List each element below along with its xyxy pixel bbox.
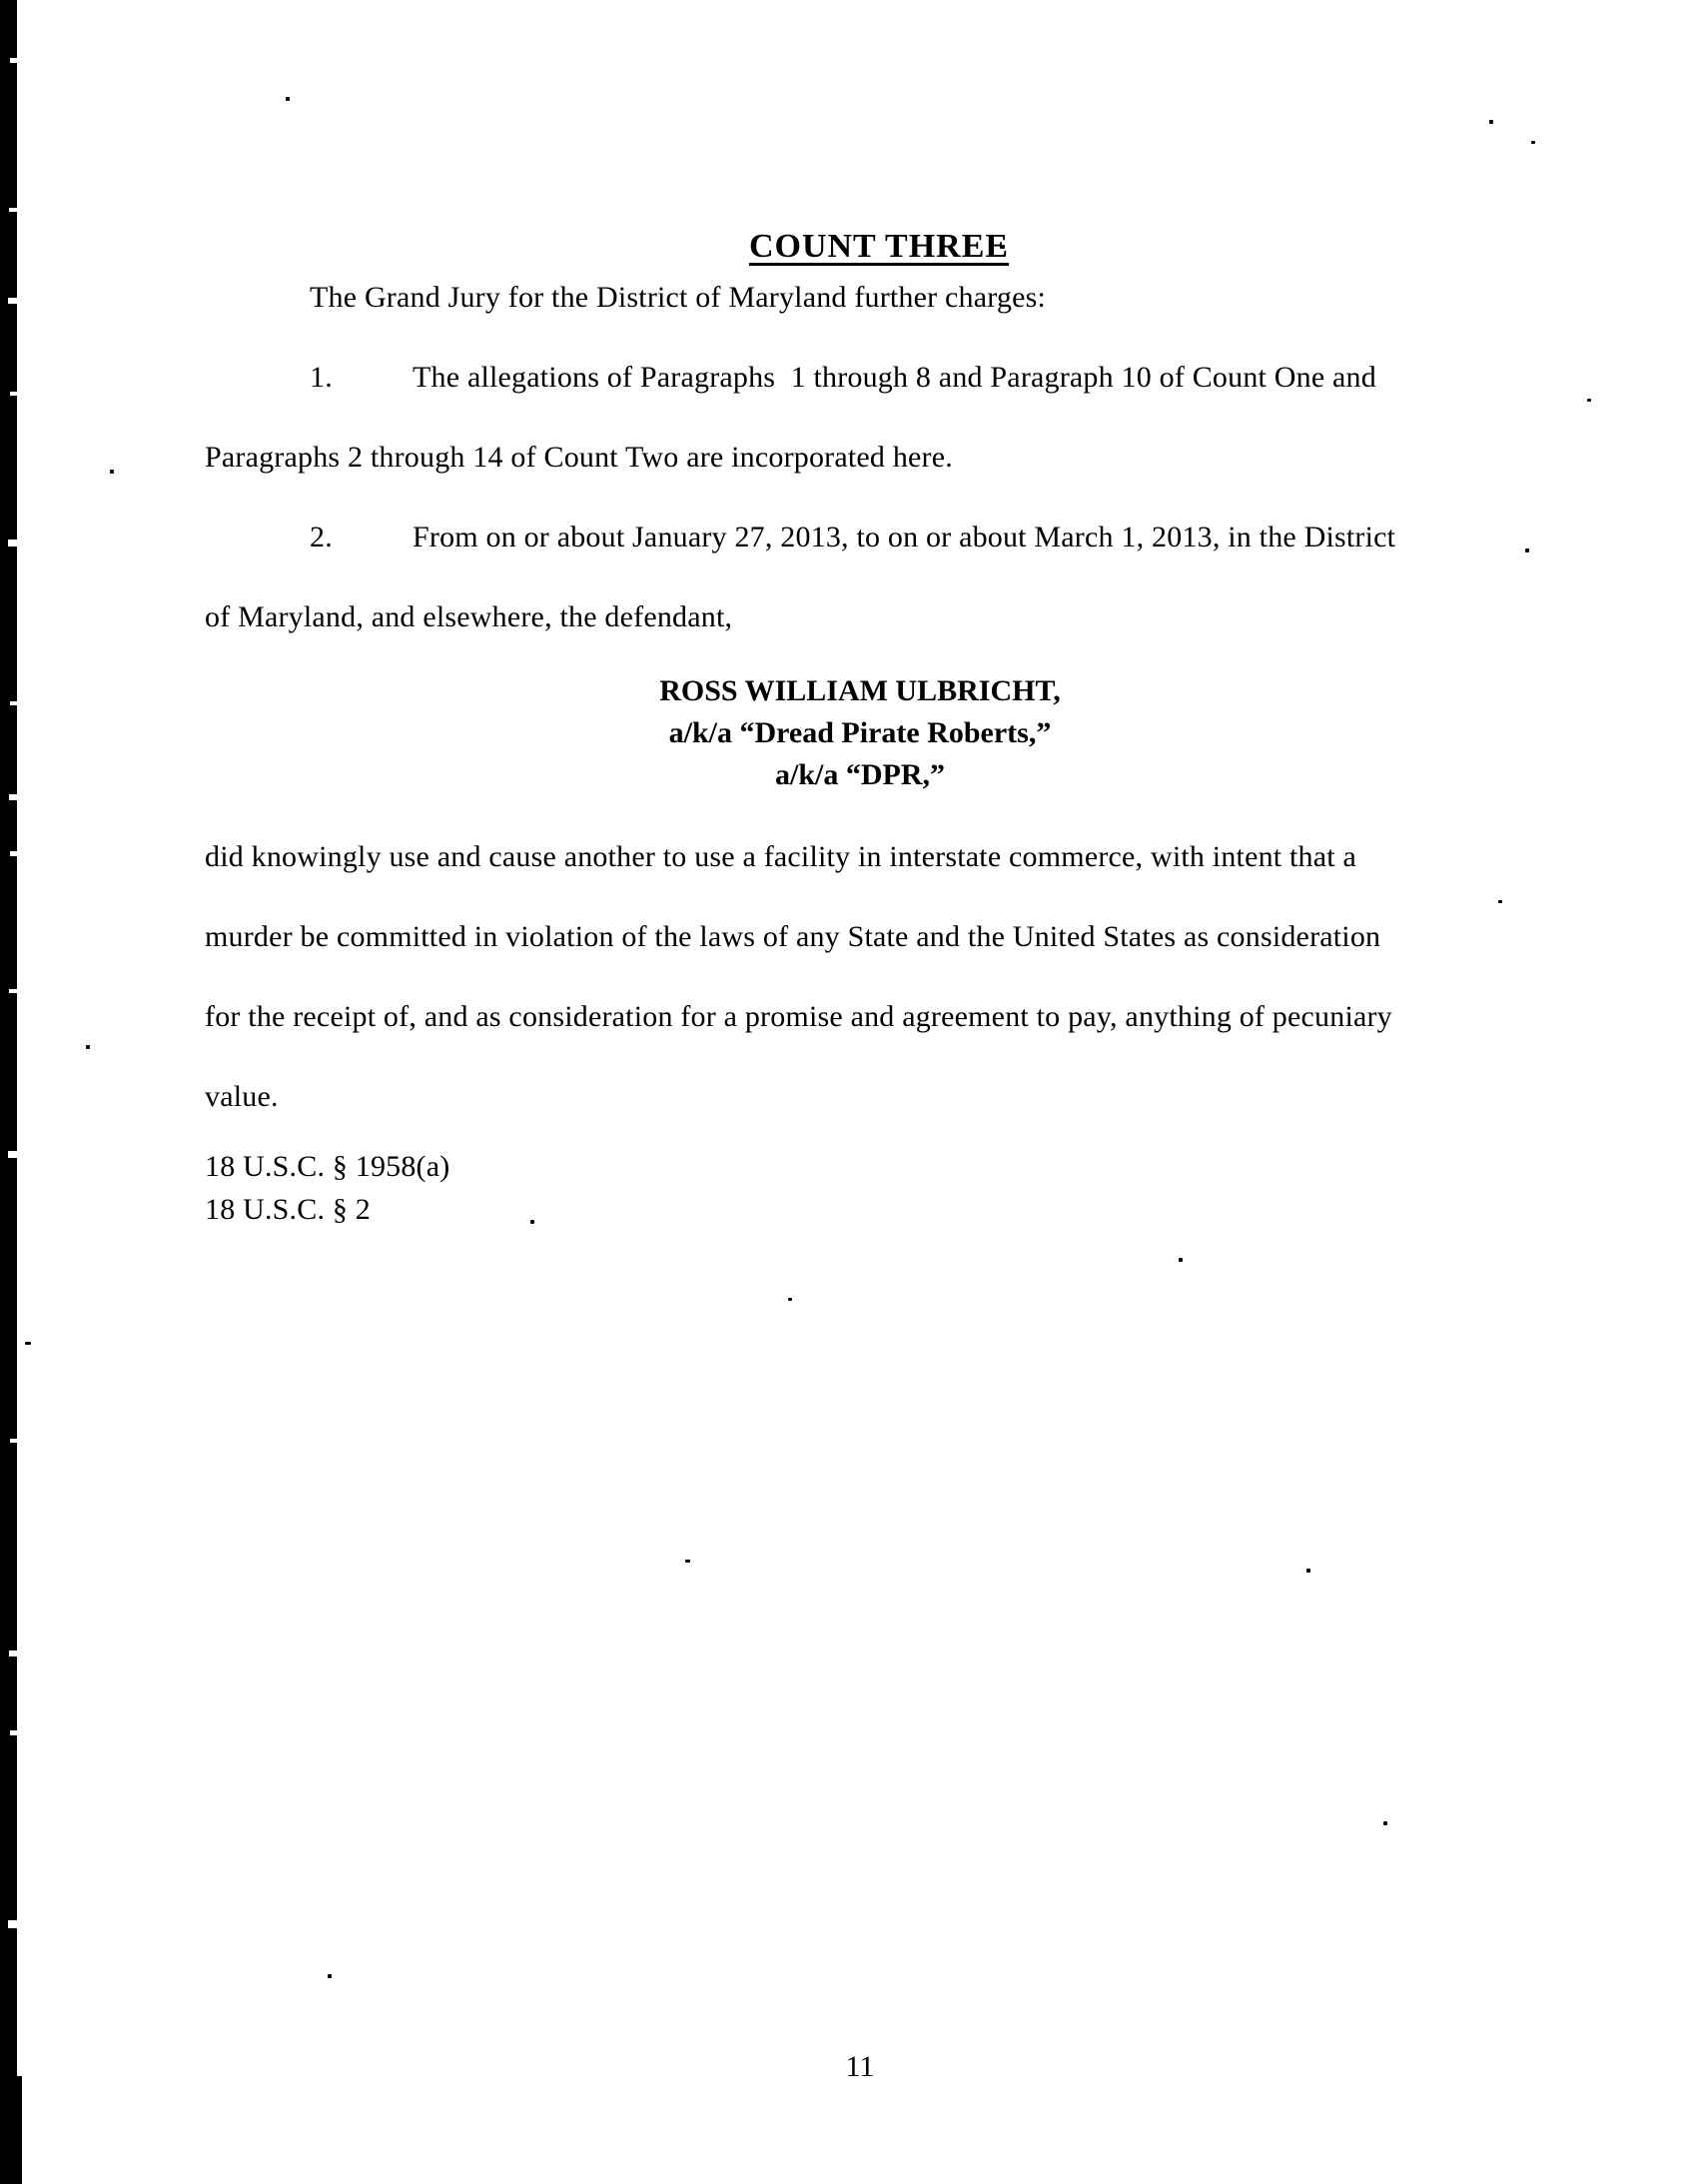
scan-speck (1525, 548, 1529, 552)
scan-edge-notch (8, 540, 17, 546)
page-number: 11 (845, 2050, 875, 2083)
scan-speck (286, 97, 290, 101)
scan-edge-strip-bottom (0, 2076, 22, 2184)
scan-speck (25, 1342, 31, 1345)
scan-speck (1489, 120, 1493, 124)
scan-speck (685, 1560, 690, 1563)
scan-speck (1306, 1569, 1310, 1573)
scan-speck (788, 1298, 792, 1301)
intro-line: The Grand Jury for the District of Maryland further charges: (310, 281, 1047, 314)
scan-edge-notch (10, 851, 17, 856)
scan-speck (1498, 900, 1502, 903)
paragraph-1-line-1: The allegations of Paragraphs 1 through 8 and Paragraph 10 of Count One and (413, 361, 1376, 394)
scan-edge-notch (9, 1650, 17, 1656)
scan-speck (1531, 141, 1535, 144)
scan-speck (86, 1045, 90, 1049)
charge-line-2: murder be committed in violation of the laws of any State and the United States as consideration (205, 920, 1381, 953)
defendant-aka-1: a/k/a “Dread Pirate Roberts,” (668, 716, 1052, 749)
statute-citation-2: 18 U.S.C. § 2 (205, 1193, 371, 1226)
scan-edge-notch (10, 58, 17, 63)
count-heading-text: COUNT THREE (748, 228, 1010, 265)
charge-line-4: value. (205, 1080, 279, 1113)
scan-speck (110, 470, 114, 474)
scan-edge-notch (10, 392, 17, 396)
scan-speck (530, 1220, 534, 1224)
scan-edge-notch (8, 298, 17, 304)
scan-edge-notch (8, 1151, 17, 1158)
defendant-aka-2: a/k/a “DPR,” (774, 758, 945, 791)
charge-line-1: did knowingly use and cause another to use a facility in interstate commerce, with intent that a (205, 840, 1357, 873)
scan-speck (1383, 1821, 1387, 1825)
paragraph-2-line-1: From on or about January 27, 2013, to on or about March 1, 2013, in the District (413, 521, 1396, 553)
scan-edge-notch (9, 208, 17, 212)
scan-edge-notch (10, 1439, 17, 1443)
scan-edge-strip (0, 0, 17, 2184)
scan-edge-notch (10, 701, 17, 705)
paragraph-1-line-2: Paragraphs 2 through 14 of Count Two are incorporated here. (205, 441, 953, 474)
scan-edge-notch (9, 794, 17, 800)
scan-edge-notch (10, 1730, 17, 1735)
scan-speck (1587, 399, 1591, 402)
paragraph-2-number: 2. (310, 521, 333, 553)
scan-edge-notch (9, 989, 17, 993)
defendant-name: ROSS WILLIAM ULBRICHT, (659, 674, 1061, 707)
charge-line-3: for the receipt of, and as consideration for a promise and agreement to pay, anything of pecuniary (205, 1000, 1392, 1033)
scan-speck (328, 1974, 332, 1978)
scan-speck (1179, 1258, 1183, 1262)
paragraph-1-number: 1. (310, 361, 333, 394)
paragraph-2-line-2: of Maryland, and elsewhere, the defendant, (205, 600, 733, 633)
scan-edge-notch (8, 1920, 17, 1928)
statute-citation-1: 18 U.S.C. § 1958(a) (205, 1150, 450, 1183)
